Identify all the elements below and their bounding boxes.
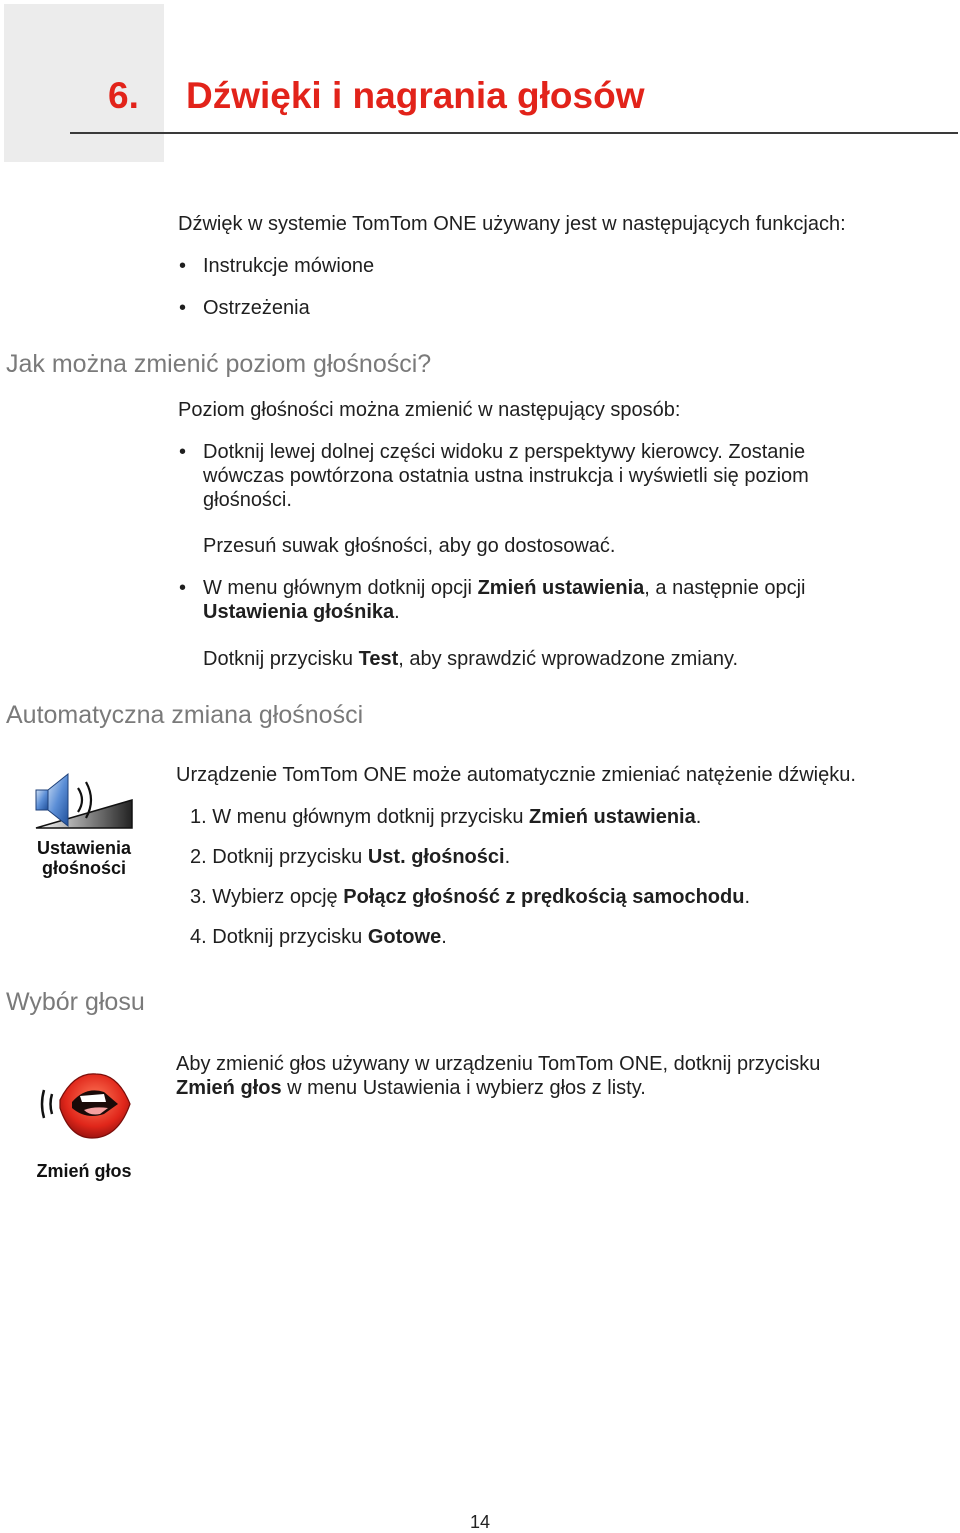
ustawienia-glosnika-term: Ustawienia głośnika xyxy=(203,601,395,623)
zmien-glos-term: Zmień głos xyxy=(176,1077,282,1099)
volume-settings-button[interactable] xyxy=(32,770,134,832)
step-2: 2. Dotknij przycisku Ust. głośności. xyxy=(190,846,511,868)
step-1: 1. W menu głównym dotknij przycisku Zmień ustawienia. xyxy=(190,806,702,828)
volume-bullet-1-line-3: głośności. xyxy=(203,489,292,511)
chapter-title: Dźwięki i nagrania głosów xyxy=(186,75,645,116)
volume-note-2: Dotknij przycisku Test, aby sprawdzić wprowadzone zmiany. xyxy=(203,648,739,670)
volume-note-1: Przesuń suwak głośności, aby go dostosować. xyxy=(203,535,616,557)
change-voice-label: Zmień głos xyxy=(36,1161,132,1181)
chapter-number: 6. xyxy=(108,75,139,116)
lips-icon xyxy=(34,1068,134,1144)
voice-heading: Wybór głosu xyxy=(6,988,145,1016)
intro-item-2: • Ostrzeżenia xyxy=(203,296,310,320)
step-3: 3. Wybierz opcję Połącz głośność z prędkością samochodu. xyxy=(190,886,751,908)
volume-heading: Jak można zmienić poziom głośności? xyxy=(6,350,432,378)
volume-bullet-2-line-2: Ustawienia głośnika. xyxy=(203,601,400,623)
change-voice-button[interactable] xyxy=(34,1068,134,1144)
volume-lead: Poziom głośności można zmienić w następujący sposób: xyxy=(178,399,681,421)
chapter-tab-background xyxy=(4,4,164,162)
auto-volume-lead: Urządzenie TomTom ONE może automatycznie zmieniać natężenie dźwięku. xyxy=(176,764,856,786)
zmien-ustawienia-term: Zmień ustawienia xyxy=(477,577,645,599)
speaker-icon xyxy=(32,770,134,832)
intro-text: Dźwięk w systemie TomTom ONE używany jest w następujących funkcjach: xyxy=(178,213,846,235)
intro-item-1: • Instrukcje mówione xyxy=(203,254,374,278)
title-divider xyxy=(70,132,958,134)
voice-text-line-2: Zmień głos w menu Ustawienia i wybierz głos z listy. xyxy=(176,1077,646,1099)
voice-text-line-1: Aby zmienić głos używany w urządzeniu TomTom ONE, dotknij przycisku xyxy=(176,1053,821,1075)
volume-bullet-2-line-1: • W menu głównym dotknij opcji Zmień ustawienia, a następnie opcji xyxy=(203,576,806,600)
test-term: Test xyxy=(358,648,399,670)
volume-settings-label: Ustawienia głośności xyxy=(36,838,132,878)
step-4: 4. Dotknij przycisku Gotowe. xyxy=(190,926,447,948)
auto-volume-heading: Automatyczna zmiana głośności xyxy=(6,701,364,729)
volume-bullet-1-line-2: wówczas powtórzona ostatnia ustna instrukcja i wyświetli się poziom xyxy=(203,465,809,487)
volume-bullet-1-line-1: • Dotknij lewej dolnej części widoku z perspektywy kierowcy. Zostanie xyxy=(203,440,805,464)
page-number: 14 xyxy=(469,1512,491,1532)
